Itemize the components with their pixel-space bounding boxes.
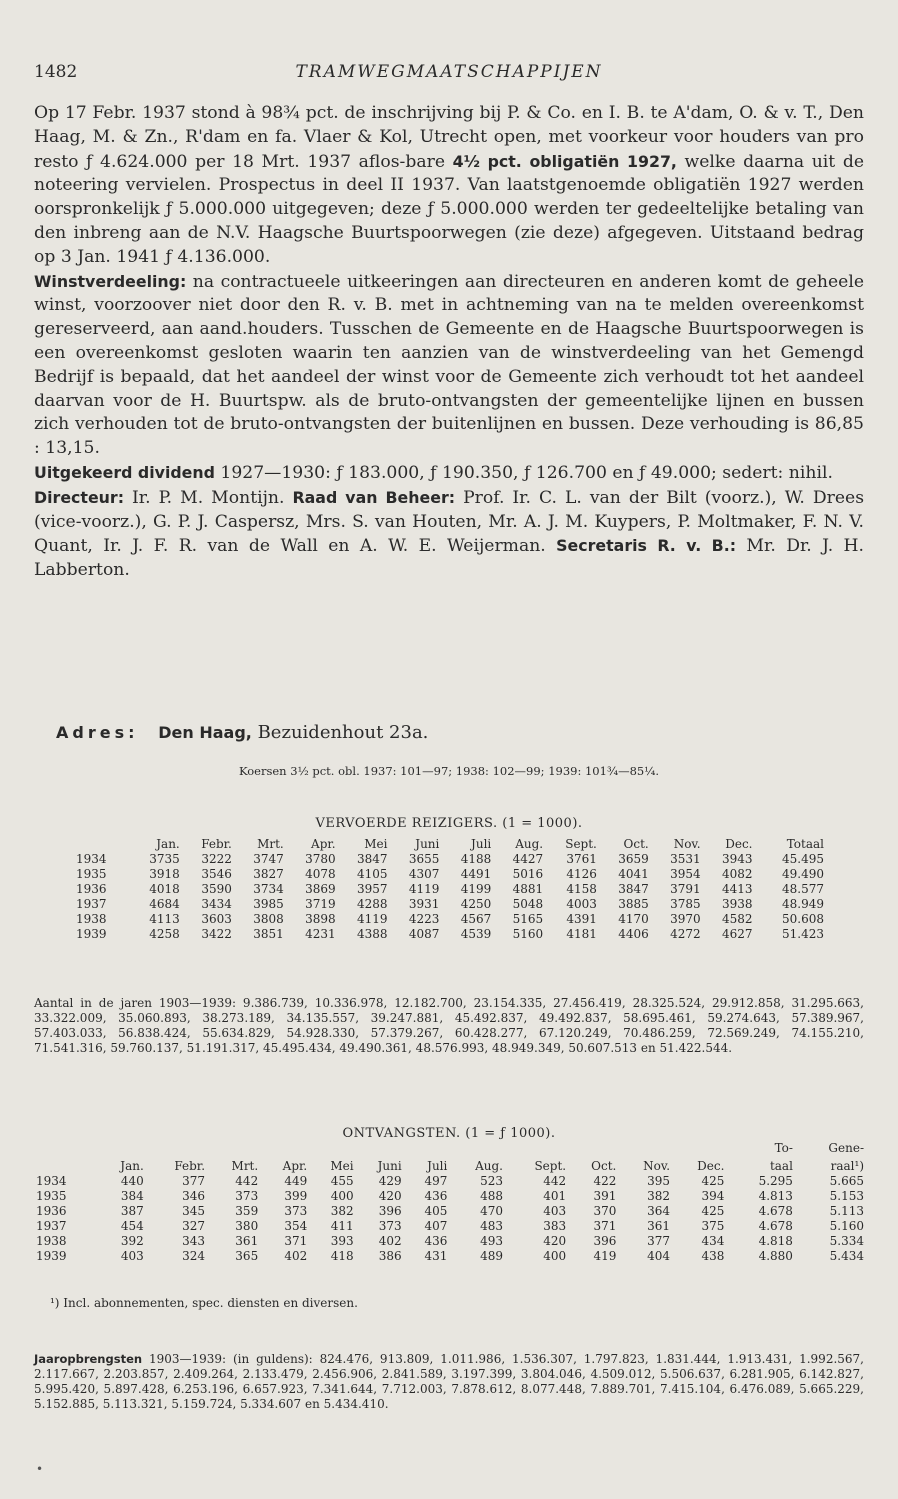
body-text <box>34 102 864 583</box>
table-cell: 4427 <box>512 852 544 866</box>
table-cell: 354 <box>284 1219 308 1233</box>
table-cell: 4288 <box>356 897 388 911</box>
paragraph-bonds: Op 17 Febr. 1937 stond à 98¾ pct. de inschrijving bij P. & Co. en I. B. te A'dam, O. & v. T., Den Haag, M. & Zn., R'dam en fa. Vlaer & Kol, Utrecht open, met voorkeur voor houders van pro resto ƒ 4.624.000 per 18 Mrt. 1937 aflos-bare 4½ pct. obligatiën 1927, welke daarna uit de noteering vervielen. Prospectus in deel II 1937. Van laatstgenoemde obligatiën 1927 werden oorspronkelijk ƒ 5.000.000 uitgegeven; deze ƒ 5.000.000 werden ter gedeeltelijke betaling van den inbreng aan de N.V. Haagsche Buurtspoorwegen (zie deze) afgegeven. Uitstaand bedrag op 3 Jan. 1941 ƒ 4.136.000. <box>34 103 864 267</box>
table-cell: 4105 <box>356 867 388 881</box>
table-cell: 442 <box>235 1174 259 1188</box>
column-header: Apr. <box>311 837 336 851</box>
table-cell: 419 <box>593 1249 617 1263</box>
column-header: Nov. <box>643 1159 671 1173</box>
table-cell: 392 <box>120 1234 144 1248</box>
table-cell: 3918 <box>149 867 180 881</box>
table-cell: 4158 <box>566 882 597 896</box>
table-cell: 4250 <box>460 897 492 911</box>
column-header-top <box>36 1138 97 1156</box>
table-cell: 3885 <box>618 897 649 911</box>
column-header: Sept. <box>565 837 597 851</box>
table-cell: 324 <box>182 1249 206 1263</box>
column-header: Mei <box>330 1159 354 1173</box>
table-cell: 4170 <box>618 912 649 926</box>
table-cell: 3791 <box>670 882 701 896</box>
table-cell: 373 <box>378 1219 402 1233</box>
table-cell: 50.608 <box>782 912 824 926</box>
table-cell: 3719 <box>305 897 336 911</box>
table-cell: 373 <box>235 1189 259 1203</box>
column-header-top: To- <box>774 1141 793 1155</box>
column-header: Mrt. <box>257 837 284 851</box>
table-cell: 4119 <box>356 912 388 926</box>
table-row <box>76 897 824 912</box>
column-header <box>36 1156 97 1174</box>
table-cell: 4.678 <box>758 1204 793 1218</box>
ontvangsten-table <box>36 1138 864 1264</box>
table-cell: 4041 <box>618 867 649 881</box>
table-cell: 4082 <box>721 867 753 881</box>
table-cell: 3931 <box>408 897 440 911</box>
table-cell: 420 <box>543 1234 567 1248</box>
table-cell: 4199 <box>460 882 492 896</box>
table-cell: 384 <box>120 1189 144 1203</box>
table-cell: 5160 <box>512 927 544 941</box>
column-header: Aug. <box>475 1159 503 1173</box>
table-header-row <box>76 834 824 852</box>
table-cell: 455 <box>330 1174 354 1188</box>
table-cell: 4.818 <box>758 1234 793 1248</box>
table-cell: 3827 <box>253 867 284 881</box>
table-cell: 48.949 <box>782 897 824 911</box>
table-cell: 5.295 <box>758 1174 793 1188</box>
column-header: raal¹) <box>830 1159 864 1173</box>
table-cell: 4087 <box>408 927 440 941</box>
paragraph-dividend: Uitgekeerd dividend 1927—1930: ƒ 183.000, ƒ 190.350, ƒ 126.700 en ƒ 49.000; sedert: nihil. <box>34 462 833 483</box>
table-cell: 4126 <box>566 867 597 881</box>
table-row <box>36 1234 864 1249</box>
column-header: Oct. <box>591 1159 617 1173</box>
row-year: 1938 <box>76 912 107 926</box>
row-year: 1936 <box>36 1204 67 1218</box>
table-cell: 523 <box>480 1174 503 1188</box>
table-cell: 405 <box>424 1204 448 1218</box>
bonds-label: 4½ pct. obligatiën 1927, <box>452 151 677 171</box>
table-cell: 4.813 <box>758 1189 793 1203</box>
table-cell: 4119 <box>408 882 440 896</box>
table-cell: 5.153 <box>829 1189 864 1203</box>
address <box>56 722 428 743</box>
table-cell: 4223 <box>408 912 440 926</box>
table-cell: 3954 <box>670 867 701 881</box>
table-cell: 3603 <box>201 912 232 926</box>
table-cell: 3970 <box>670 912 701 926</box>
table-cell: 3761 <box>566 852 597 866</box>
table-cell: 3734 <box>253 882 284 896</box>
table-cell: 5016 <box>512 867 544 881</box>
table-cell: 387 <box>120 1204 144 1218</box>
table-cell: 3590 <box>201 882 232 896</box>
table-cell: 434 <box>701 1234 725 1248</box>
column-header-top <box>354 1138 402 1156</box>
table-row <box>36 1204 864 1219</box>
table-cell: 51.423 <box>782 927 824 941</box>
table-cell: 399 <box>284 1189 308 1203</box>
table-cell: 418 <box>330 1249 354 1263</box>
table-cell: 4003 <box>566 897 597 911</box>
column-header: Totaal <box>786 837 824 851</box>
table-cell: 3943 <box>721 852 753 866</box>
column-header: taal <box>769 1159 793 1173</box>
table-cell: 449 <box>284 1174 308 1188</box>
table-row <box>36 1219 864 1234</box>
table-cell: 327 <box>182 1219 206 1233</box>
table-cell: 497 <box>424 1174 448 1188</box>
table-row <box>76 852 824 867</box>
column-header: Dec. <box>725 837 753 851</box>
table-cell: 3735 <box>149 852 180 866</box>
table-cell: 5.665 <box>829 1174 864 1188</box>
table-row <box>76 912 824 927</box>
table-cell: 4684 <box>149 897 180 911</box>
column-header-top <box>616 1138 670 1156</box>
table-cell: 4567 <box>460 912 492 926</box>
table-cell: 5.334 <box>829 1234 864 1248</box>
table-cell: 4491 <box>460 867 492 881</box>
table-cell: 345 <box>182 1204 206 1218</box>
table-cell: 4582 <box>721 912 753 926</box>
jaaropbrengsten-label: Jaaropbrengsten <box>34 1352 143 1366</box>
table-cell: 4307 <box>408 867 440 881</box>
table-cell: 371 <box>593 1219 617 1233</box>
column-header: Febr. <box>174 1159 206 1173</box>
table-cell: 361 <box>647 1219 671 1233</box>
table-cell: 400 <box>543 1249 567 1263</box>
reizigers-caption: VERVOERDE REIZIGERS. (1 = 1000). <box>315 816 583 831</box>
table-cell: 383 <box>543 1219 567 1233</box>
table-row <box>76 927 824 942</box>
column-header-top <box>97 1138 144 1156</box>
column-header: Sept. <box>534 1159 567 1173</box>
table-cell: 4188 <box>460 852 492 866</box>
column-header: Mei <box>364 837 388 851</box>
table-cell: 403 <box>543 1204 567 1218</box>
column-header-top <box>566 1138 616 1156</box>
table-cell: 3780 <box>305 852 336 866</box>
table-cell: 3847 <box>356 852 388 866</box>
page-number: 1482 <box>34 62 78 82</box>
column-header-top <box>447 1138 503 1156</box>
table-cell: 401 <box>543 1189 567 1203</box>
table-cell: 440 <box>120 1174 144 1188</box>
row-year: 1937 <box>36 1219 67 1233</box>
column-header: Juni <box>377 1159 402 1173</box>
table-cell: 4113 <box>149 912 180 926</box>
table-cell: 394 <box>701 1189 725 1203</box>
table-cell: 3808 <box>253 912 284 926</box>
table-cell: 5165 <box>512 912 544 926</box>
table-cell: 375 <box>701 1219 725 1233</box>
table-cell: 454 <box>120 1219 144 1233</box>
reizigers-table <box>76 834 824 942</box>
table-cell: 403 <box>120 1249 144 1263</box>
column-header-top: Gene- <box>828 1141 864 1155</box>
aantal-text: Aantal in de jaren 1903—1939: 9.386.739, 10.336.978, 12.182.700, 23.154.335, 27.456.419, 28.325.524, 29.912.858, 31.295.663, 33.322.009, 35.060.893, 38.273.189, 34.135.557, 39.247.881, 45.492.837, 49.492.837, 58.695.461, 59.274.643, 57.389.967, 57.403.033, 56.838.424, 55.634.829, 54.928.330, 57.379.267, 60.428.277, 67.120.249, 70.486.259, 72.569.249, 74.155.210, 71.541.316, 59.760.137, 51.191.317, 45.495.434, 49.490.361, 48.576.993, 48.949.349, 50.607.513 en 51.422.544. <box>34 996 864 1055</box>
table-cell: 4018 <box>149 882 180 896</box>
table-cell: 3957 <box>356 882 388 896</box>
table-cell: 3985 <box>253 897 284 911</box>
address-label: Adres: <box>56 723 139 742</box>
row-year: 1934 <box>76 852 107 866</box>
table-cell: 380 <box>235 1219 259 1233</box>
secretaris-label: Secretaris R. v. B.: <box>556 536 737 556</box>
column-header: Juli <box>427 1159 448 1173</box>
ontvangsten-caption: ONTVANGSTEN. (1 = ƒ 1000). <box>342 1126 556 1141</box>
table-cell: 3785 <box>670 897 701 911</box>
table-cell: 3847 <box>618 882 649 896</box>
table-cell: 377 <box>647 1234 671 1248</box>
table-cell: 483 <box>480 1219 503 1233</box>
column-header: Dec. <box>697 1159 725 1173</box>
column-header: Febr. <box>201 837 232 851</box>
table-cell: 429 <box>378 1174 402 1188</box>
table-cell: 49.490 <box>782 867 824 881</box>
table-cell: 402 <box>284 1249 308 1263</box>
table-row <box>36 1249 864 1264</box>
table-cell: 343 <box>182 1234 206 1248</box>
table-cell: 3938 <box>721 897 753 911</box>
table-cell: 382 <box>647 1189 671 1203</box>
table-header-row <box>36 1156 864 1174</box>
table-cell: 3869 <box>305 882 336 896</box>
table-cell: 48.577 <box>782 882 824 896</box>
table-cell: 425 <box>701 1174 725 1188</box>
table-cell: 382 <box>330 1204 354 1218</box>
table-cell: 404 <box>647 1249 671 1263</box>
table-cell: 396 <box>378 1204 402 1218</box>
table-cell: 5.113 <box>829 1204 864 1218</box>
row-year: 1935 <box>36 1189 67 1203</box>
table-row <box>36 1174 864 1189</box>
table-cell: 4231 <box>305 927 336 941</box>
column-header-top <box>144 1138 205 1156</box>
table-cell: 4881 <box>512 882 544 896</box>
column-header-top <box>402 1138 448 1156</box>
table-cell: 422 <box>593 1174 617 1188</box>
address-street: Bezuidenhout 23a. <box>257 722 429 743</box>
table-cell: 3531 <box>670 852 701 866</box>
running-title: TRAMWEGMAATSCHAPPIJEN <box>295 62 603 82</box>
table-cell: 364 <box>647 1204 671 1218</box>
row-year: 1934 <box>36 1174 67 1188</box>
table-cell: 5.434 <box>829 1249 864 1263</box>
table-cell: 5.160 <box>829 1219 864 1233</box>
table-cell: 420 <box>378 1189 402 1203</box>
table-cell: 442 <box>543 1174 567 1188</box>
table-cell: 431 <box>424 1249 448 1263</box>
table-cell: 370 <box>593 1204 617 1218</box>
row-year: 1936 <box>76 882 107 896</box>
table-cell: 4539 <box>460 927 492 941</box>
table-cell: 436 <box>424 1234 448 1248</box>
column-header: Jan. <box>120 1159 144 1173</box>
column-header: Oct. <box>623 837 649 851</box>
table-cell: 359 <box>235 1204 259 1218</box>
table-cell: 371 <box>284 1234 308 1248</box>
table-cell: 4272 <box>670 927 701 941</box>
column-header-top <box>670 1138 724 1156</box>
table-cell: 407 <box>424 1219 448 1233</box>
directeur-label: Directeur: <box>34 487 125 507</box>
raad-label: Raad van Beheer: <box>292 487 456 507</box>
dividend-label: Uitgekeerd dividend <box>34 462 215 482</box>
table-cell: 377 <box>182 1174 206 1188</box>
table-cell: 4181 <box>566 927 597 941</box>
table-cell: 4406 <box>618 927 649 941</box>
table-cell: 5048 <box>512 897 544 911</box>
table-cell: 3434 <box>201 897 232 911</box>
column-header: Juli <box>471 837 492 851</box>
table-cell: 3655 <box>408 852 440 866</box>
column-header-top <box>503 1138 566 1156</box>
footnote: ¹) Incl. abonnementen, spec. diensten en diversen. <box>50 1296 358 1310</box>
row-year: 1935 <box>76 867 107 881</box>
table-cell: 361 <box>235 1234 259 1248</box>
table-cell: 365 <box>235 1249 259 1263</box>
row-year: 1937 <box>76 897 107 911</box>
table-cell: 493 <box>480 1234 503 1248</box>
table-cell: 4627 <box>721 927 753 941</box>
row-year: 1939 <box>76 927 107 941</box>
column-header: Nov. <box>673 837 701 851</box>
table-cell: 402 <box>378 1234 402 1248</box>
table-cell: 425 <box>701 1204 725 1218</box>
table-cell: 3222 <box>201 852 232 866</box>
table-header-top-row <box>36 1138 864 1156</box>
table-cell: 395 <box>647 1174 671 1188</box>
row-year: 1938 <box>36 1234 67 1248</box>
table-cell: 3747 <box>253 852 284 866</box>
table-cell: 489 <box>480 1249 503 1263</box>
column-header-top <box>307 1138 353 1156</box>
winstverdeeling-label: Winstverdeeling: <box>34 271 187 291</box>
table-row <box>76 882 824 897</box>
column-header: Jan. <box>156 837 180 851</box>
table-cell: 4.880 <box>758 1249 793 1263</box>
table-cell: 373 <box>284 1204 308 1218</box>
column-header: Aug. <box>515 837 544 851</box>
table-cell: 436 <box>424 1189 448 1203</box>
table-cell: 346 <box>182 1189 206 1203</box>
column-header: Juni <box>415 837 440 851</box>
koersen-line: Koersen 3½ pct. obl. 1937: 101—97; 1938: 102—99; 1939: 101¾—85¼. <box>238 764 660 778</box>
table-cell: 45.495 <box>782 852 824 866</box>
column-header-top <box>205 1138 258 1156</box>
table-row <box>36 1189 864 1204</box>
table-cell: 3546 <box>201 867 232 881</box>
table-cell: 3851 <box>253 927 284 941</box>
jaaropbrengsten-text: Jaaropbrengsten 1903—1939: (in guldens): 824.476, 913.809, 1.011.986, 1.536.307, 1.797.823, 1.831.444, 1.913.431, 1.992.567, 2.117.667, 2.203.857, 2.409.264, 2.133.479, 2.456.906, 2.841.589, 3.197.399, 3.804.046, 4.509.012, 5.506.637, 6.281.905, 6.142.827, 5.995.420, 5.897.428, 6.253.196, 6.657.923, 7.341.644, 7.712.003, 7.878.612, 8.077.448, 7.889.701, 7.415.104, 6.476.089, 5.665.229, 5.152.885, 5.113.321, 5.159.724, 5.334.607 en 5.434.410. <box>34 1352 864 1411</box>
table-cell: 4078 <box>305 867 336 881</box>
address-city: Den Haag, <box>158 723 252 742</box>
table-cell: 438 <box>701 1249 725 1263</box>
table-cell: 3422 <box>201 927 232 941</box>
row-year: 1939 <box>36 1249 67 1263</box>
table-cell: 3898 <box>305 912 336 926</box>
paragraph-directors: Directeur: Ir. P. M. Montijn. Raad van Beheer: Prof. Ir. C. L. van der Bilt (voorz.), W. Drees (vice-voorz.), G. P. J. Caspersz, Mrs. S. van Houten, Mr. A. J. M. Kuypers, P. Moltmaker, F. N. V. Quant, Ir. J. F. R. van de Wall en A. W. E. Weijerman. Secretaris R. v. B.: Mr. Dr. J. H. Labberton. <box>34 487 865 581</box>
table-cell: 386 <box>378 1249 402 1263</box>
table-cell: 470 <box>480 1204 503 1218</box>
table-cell: 488 <box>480 1189 503 1203</box>
column-header-top <box>258 1138 307 1156</box>
table-cell: 400 <box>330 1189 354 1203</box>
table-cell: 393 <box>330 1234 354 1248</box>
paragraph-winstverdeeling: Winstverdeeling: na contractueele uitkeeringen aan directeuren en anderen komt de geheele winst, voorzoover niet door den R. v. B. met in achtneming van na te melden overeenkomst gereserveerd, aan aand.houders. Tusschen de Gemeente en de Haagsche Buurtspoorwegen is een overeenkomst gesloten waarin ten aanzien van de winstverdeeling van het Gemengd Bedrijf is bepaald, dat het aandeel der winst voor de Gemeente zich verhoudt tot het aandeel daarvan voor de H. Buurtspw. als de bruto-ontvangsten der gemeentelijke lijnen en bussen zich verhouden tot de bruto-ontvangsten der buitenlijnen en bussen. Deze verhouding is 86,85 : 13,15. <box>34 271 864 459</box>
table-cell: 391 <box>593 1189 617 1203</box>
table-row <box>76 867 824 882</box>
table-cell: 4388 <box>356 927 388 941</box>
table-cell: 4.678 <box>758 1219 793 1233</box>
table-cell: 396 <box>593 1234 617 1248</box>
bottom-mark: • <box>36 1462 44 1476</box>
table-cell: 4258 <box>149 927 180 941</box>
column-header: Apr. <box>282 1159 308 1173</box>
column-header: Mrt. <box>231 1159 259 1173</box>
column-header <box>76 834 128 852</box>
table-cell: 4391 <box>566 912 597 926</box>
page-header <box>34 62 864 86</box>
table-cell: 3659 <box>618 852 649 866</box>
table-cell: 4413 <box>721 882 753 896</box>
table-cell: 411 <box>330 1219 354 1233</box>
